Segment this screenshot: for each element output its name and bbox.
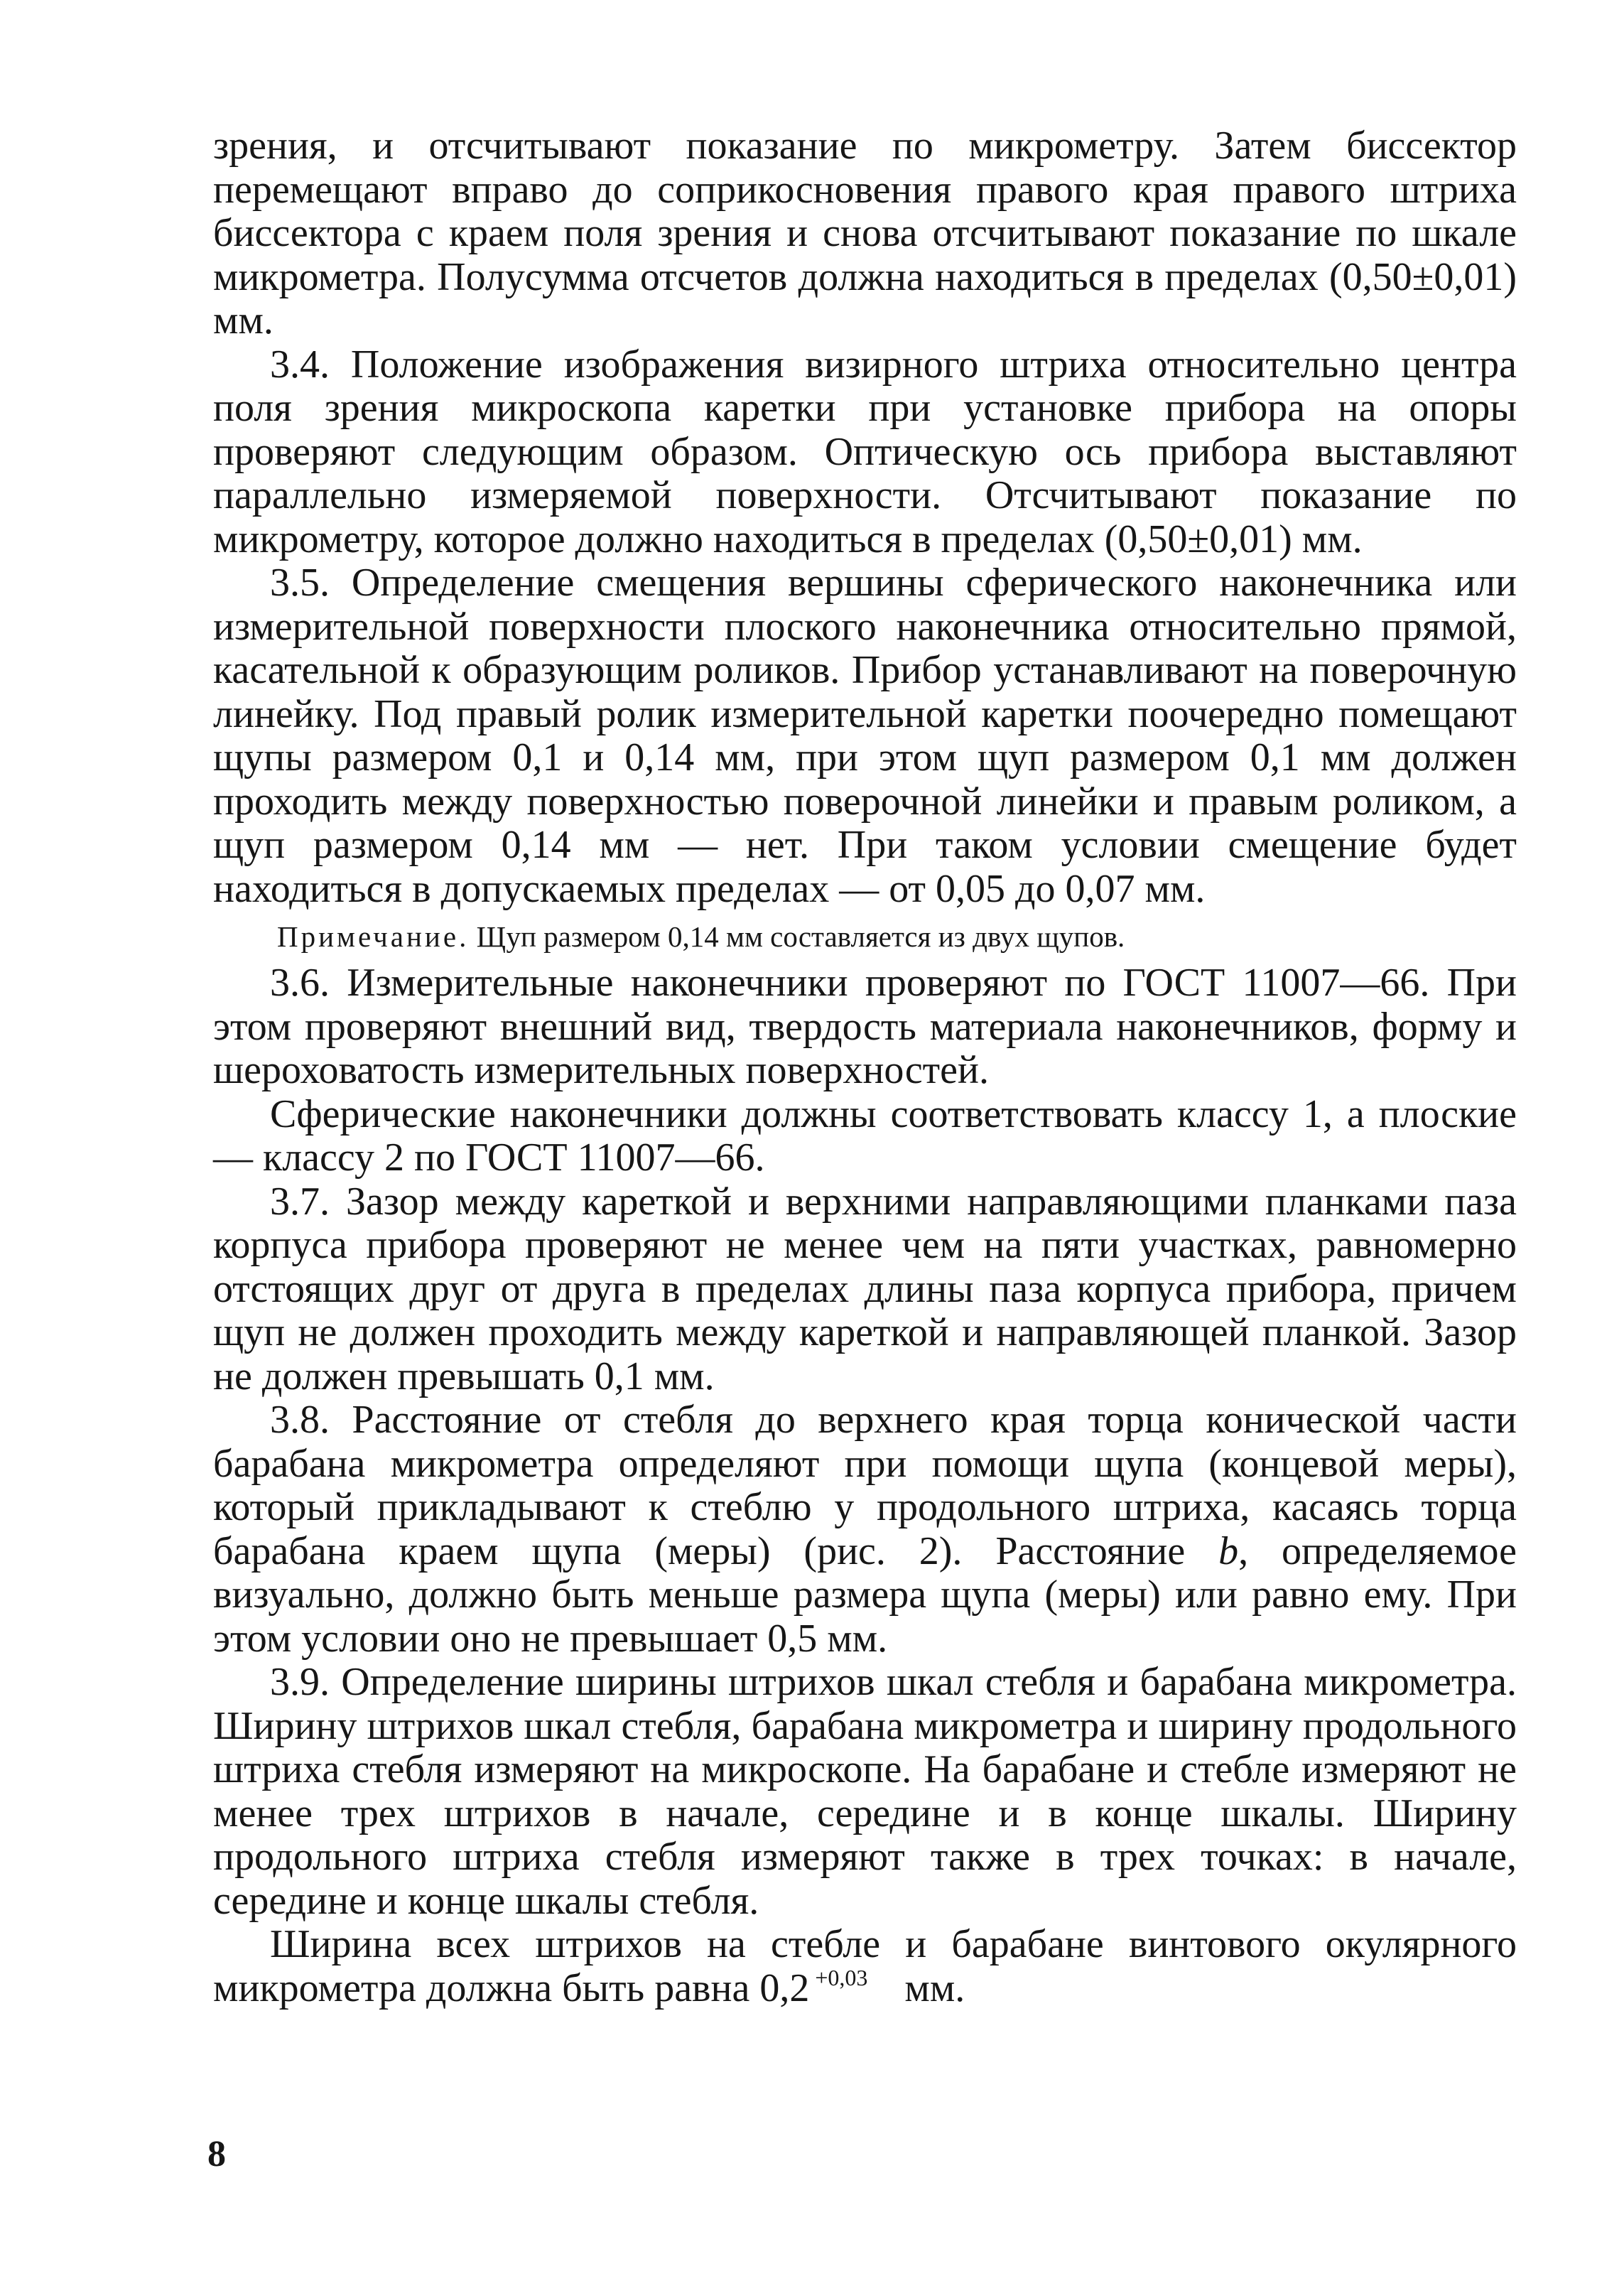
paragraph-spherical-tips: Сферические наконечники должны соответствовать классу 1, а плоские — классу 2 по ГОСТ 11007—66. (213, 1091, 1517, 1180)
paragraph-3-7: 3.7. Зазор между кареткой и верхними направляющими планками паза корпуса прибора проверяют не менее чем на пяти участках, равномерно отстоящих друг от друга в пределах длины паза корпуса прибора, причем щуп не должен проходить между кареткой и направляющей планкой. Зазор не должен превышать 0,1 мм. (213, 1179, 1517, 1398)
note-text: Щуп размером 0,14 мм составляется из двух щупов. (476, 920, 1125, 953)
variable-b: b (1218, 1528, 1239, 1573)
paragraph-3-9: 3.9. Определение ширины штрихов шкал стебля и барабана микрометра. Ширину штрихов шкал стебля, барабана микрометра и ширину продольного штриха стебля измеряют на микроскопе. На барабане и стебле измеряют не менее трех штрихов в начале, середине и в конце шкалы. Ширину продольного штриха стебля измеряют также в трех точках: в начале, середине и конце шкалы стебля. (213, 1660, 1517, 1923)
tolerance-superscript: +0,03 (815, 1964, 868, 1990)
paragraph-3-4: 3.4. Положение изображения визирного штриха относительно центра поля зрения микроскопа каретки при установке прибора на опоры проверяют следующим образом. Оптическую ось прибора выставляют параллельно измеряемой поверхности. Отсчитывают показание по микрометру, которое должно находиться в пределах (0,50±0,01) мм. (213, 342, 1517, 561)
paragraph-line-width-text: Ширина всех штрихов на стебле и барабане винтового окулярного микрометра должна быть равна 0,2 (213, 1922, 1517, 2010)
paragraph-line-width (213, 1923, 1517, 2015)
note-label: Примечание. (277, 920, 470, 953)
paragraph-3-6: 3.6. Измерительные наконечники проверяют по ГОСТ 11007—66. При этом проверяют внешний вид, твердость материала наконечников, форму и шероховатость измерительных поверхностей. (213, 961, 1517, 1092)
note (213, 915, 1517, 959)
paragraph-3-5: 3.5. Определение смещения вершины сферического наконечника или измерительной поверхности плоского наконечника относительно прямой, касательной к образующим роликов. Прибор устанавливают на поверочную линейку. Под правый ролик измерительной каретки поочередно помещают щупы размером 0,1 и 0,14 мм, при этом щуп размером 0,1 мм должен проходить между поверхностью поверочной линейки и правым роликом, а щуп размером 0,14 мм — нет. При таком условии смещение будет находиться в допускаемых пределах — от 0,05 до 0,07 мм. (213, 561, 1517, 911)
paragraph-3-8-text-a: 3.8. Расстояние от стебля до верхнего края торца конической части барабана микрометра определяют при помощи щупа (концевой меры), который прикладывают к стеблю у продольного штриха, касаясь торца барабана краем щупа (меры) (рис. 2). Расстояние (213, 1398, 1517, 1573)
document-body (213, 124, 1517, 2015)
page-number: 8 (207, 2134, 226, 2174)
unit-mm: мм. (904, 1965, 965, 2010)
paragraph-3-8-text-b: , определяемое визуально, должно быть меньше размера щупа (меры) или равно ему. При этом условии оно не превышает 0,5 мм. (213, 1528, 1517, 1661)
paragraph-3-8 (213, 1398, 1517, 1661)
paragraph-continuation: зрения, и отсчитывают показание по микрометру. Затем биссектор перемещают вправо до соприкосновения правого края правого штриха биссектора с краем поля зрения и снова отсчитывают показание по шкале микрометра. Полусумма отсчетов должна находиться в пределах (0,50±0,01) мм. (213, 124, 1517, 343)
